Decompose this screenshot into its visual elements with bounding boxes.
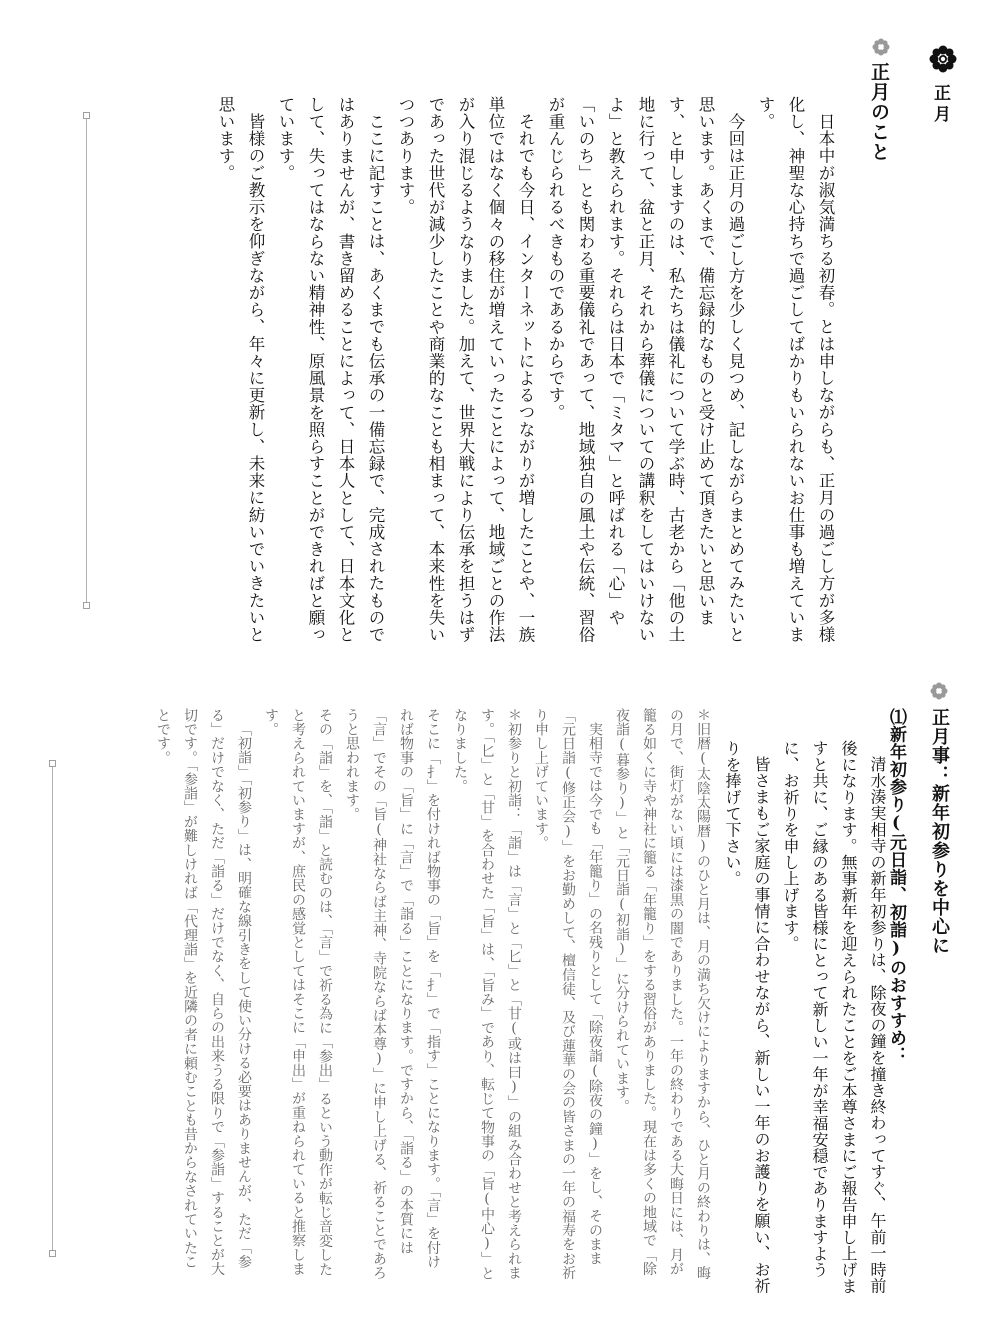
note-paragraph: ＊旧暦(太陰太陽暦)のひと月は、月の満ち欠けによりますから、ひと月の終わりは、晦の月で、街灯がない頃には漆黒の闇でありました。一年の終わりである大晦日には、月が籠る如くに寺や神社に籠る「年籠り」をする習俗がありました。現在は多くの地域で「除夜詣(暮参り)」と「元日詣(初詣)」に分けられています。 — [614, 708, 711, 1280]
section-body — [723, 740, 892, 1300]
note-paragraph: 実相寺では今でも「年籠り」の名残りとして「除夜詣(除夜の鐘)」をし、そのまま「元日詣(修正会)」をお勤めして、檀信徒、及び蓮華の会の皆さまの一年の福寿をお祈り申し上げています。 — [533, 708, 603, 1280]
text-frame-handle — [49, 1250, 56, 1257]
paragraph: 清水湊実相寺の新年初参りは、除夜の鐘を撞き終わってすぐ、午前一時前後になります。無事新年を迎えられたことをご本尊さまにご報告申し上げますと共に、ご縁のある皆様にとって新しい一年が幸福安穏でありますように、お祈りを申し上げます。 — [781, 740, 887, 1295]
notes-body — [88, 708, 716, 1283]
paragraph: 今回は正月の過ごし方を少しく見つめ、記しながらまとめてみたいと思います。あくまで、備忘録的なものと受け止めて頂きたいと思います、と申しますのは、私たちは儀礼について学ぶ時、古老から「他の土地に行って、盆と正月、それから葬儀についての講釈をしてはいけないよ」と教えられます。それらは日本で「ミタマ」と呼ばれる「心」や「いのち」とも関わる重要儀礼であって、地域独自の風土や伝統、習俗が重んじられるべきものであるからです。 — [546, 96, 745, 644]
paragraph: 日本中が淑気満ちる初春。とは申しながらも、正月の過ごし方が多様化し、神聖な心持ちで過ごしてばかりもいられないお仕事も増えています。 — [756, 96, 835, 644]
text-frame-guide — [86, 116, 87, 606]
subsection-heading: ⑴新年初参り(元日詣、初詣)のおすすめ： — [886, 708, 906, 1064]
flower-emblem-icon — [928, 44, 958, 74]
small-flower-icon — [872, 38, 890, 56]
section-heading: 正月事：新年初参りを中心に — [929, 708, 950, 955]
text-frame-guide — [52, 764, 53, 1254]
small-flower-icon — [930, 682, 948, 700]
note-paragraph: ＊初参りと初詣：「詣」は「言」と「匕」と「甘(或は曰)」の組み合わせと考えられます。「匕」と「甘」を合わせた「旨」は、「旨み」であり、転じて物事の「旨(中心)」となりました。 — [452, 708, 522, 1281]
paragraph: それでも今日、インターネットによるつながりが増したことや、一族単位ではなく個々の移住が増えていったことによって、地域ごとの作法が入り混じるようなりました。加えて、世界大戦により伝承を担うはずであった世代が減少したことや商業的なことも相まって、本来性を失いつつあります。 — [396, 96, 535, 644]
paragraph: ここに記すことは、あくまでも伝承の一備忘録で、完成されたものではありませんが、書き留めることによって、日本人として、日本文化として、失ってはならない精神性、原風景を照らすことができればと願っています。 — [276, 96, 385, 644]
note-paragraph: そこに「扌」を付ければ物事の「旨」を「扌」で「指す」ことになります。「言」を付ければ物事の「旨」に「言」で「詣る」ことになります。ですから、「詣る」の本質には「言」でその「旨(神社ならば主神、寺院ならば本尊)」に申し上げる、祈ることであろうと思われます。 — [344, 708, 441, 1280]
text-frame-handle — [83, 602, 90, 609]
note-paragraph: 「初詣」「初参り」は、明確な線引きをして使い分ける必要はありませんが、ただ「参る」だけでなく、ただ「詣る」だけでなく、自らの出来うる限りで「参詣」することが大切です。「参詣」が難しければ「代理詣」を近隣の者に頼むことも昔からなされていたことです。 — [155, 708, 252, 1276]
chapter-title: 正月 — [930, 84, 950, 126]
section-body — [140, 96, 840, 656]
paragraph: 皆様のご教示を仰ぎながら、年々に更新し、未来に紡いでいきたいと思います。 — [216, 96, 265, 643]
text-frame-handle — [49, 760, 56, 767]
note-paragraph: その「詣」を、「詣」と読むのは、「言」で祈る為に「参出」るという動作が転じ音変したと考えられていますが、庶民の感覚としてはそこに「申出」が重ねられていると推察します。 — [263, 708, 333, 1277]
paragraph: 皆さまもご家庭の事情に合わせながら、新しい一年のお護りを願い、お祈りを捧げて下さい。 — [723, 740, 771, 1294]
text-frame-handle — [83, 112, 90, 119]
section-heading: 正月のこと — [868, 62, 890, 162]
